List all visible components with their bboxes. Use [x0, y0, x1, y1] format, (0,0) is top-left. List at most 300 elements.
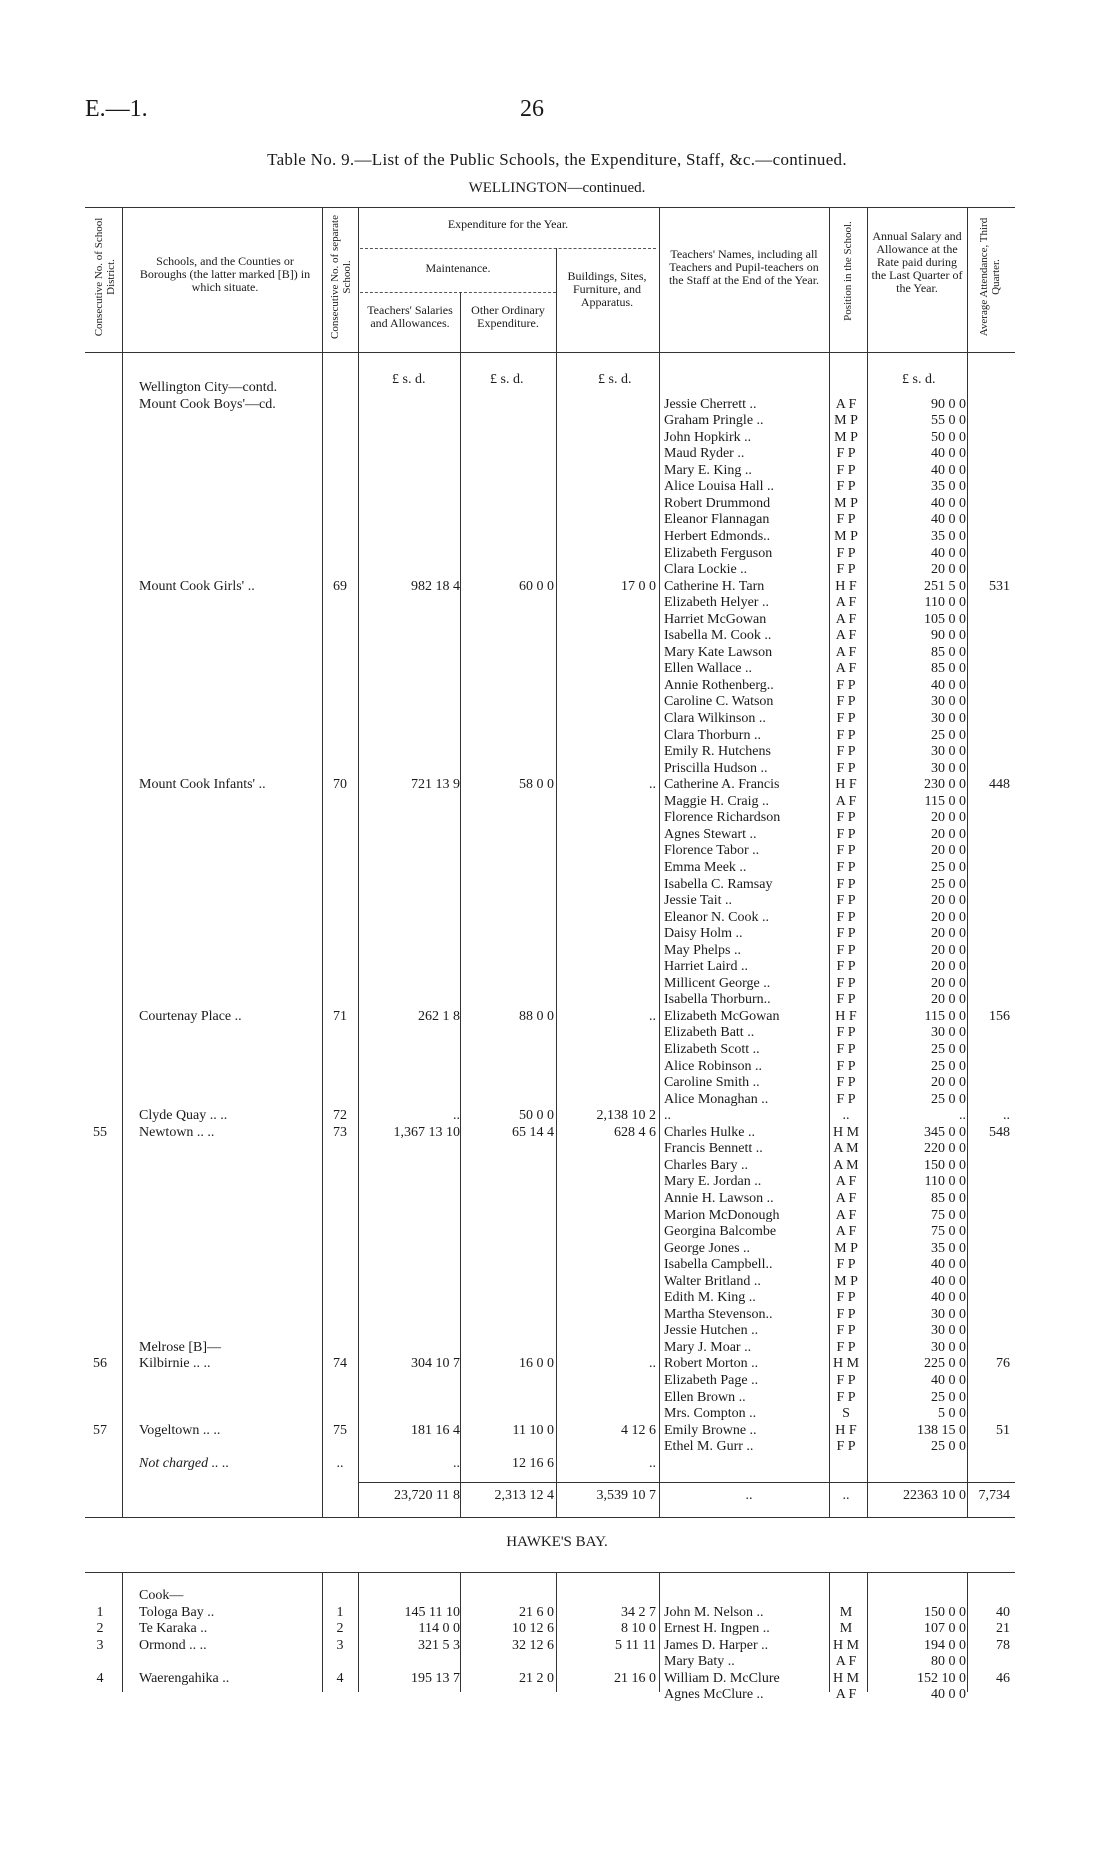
total-buildings: 3,539 10 7 — [596, 1488, 656, 1503]
position-code: F P — [836, 843, 856, 859]
position-code: H M — [832, 1670, 860, 1686]
position-code: F P — [836, 545, 856, 561]
attendance: 78 — [996, 1637, 1010, 1653]
annual-salary: 25 0 0 — [931, 876, 966, 892]
position-code: A F — [835, 1207, 857, 1223]
annual-salary: 20 0 0 — [931, 810, 966, 826]
teacher-name: Eleanor Flannagan — [664, 512, 770, 528]
district-no: 56 — [93, 1356, 107, 1372]
position-code: A F — [835, 1687, 857, 1702]
annual-salary: 30 0 0 — [931, 744, 966, 760]
table-row — [0, 1108, 1114, 1125]
teacher-name: John M. Nelson .. — [664, 1604, 764, 1620]
table-row — [0, 1638, 1114, 1655]
table-row — [0, 496, 1114, 513]
totals-row — [0, 1488, 1114, 1505]
table-row — [0, 728, 1114, 745]
teacher-name: Mary E. King .. — [664, 462, 752, 478]
table-row — [0, 1191, 1114, 1208]
position-code: F P — [836, 1389, 856, 1405]
annual-salary: 40 0 0 — [931, 1687, 966, 1702]
teacher-name: Elizabeth Page .. — [664, 1373, 759, 1388]
annual-salary: 40 0 0 — [931, 446, 966, 462]
table-row — [0, 1075, 1114, 1092]
buildings-amount: 8 10 0 — [621, 1621, 656, 1636]
teacher-name: Emily Browne .. — [664, 1422, 757, 1438]
annual-salary: 80 0 0 — [931, 1654, 966, 1669]
table-row — [0, 1224, 1114, 1241]
position-code: A F — [835, 628, 857, 644]
attendance: 76 — [996, 1356, 1010, 1372]
teacher-name: Ellen Wallace .. — [664, 661, 753, 677]
school-no: 71 — [333, 1008, 347, 1024]
header-bottom-rule — [85, 352, 1015, 353]
annual-salary: 107 0 0 — [924, 1621, 966, 1636]
table-row — [0, 877, 1114, 894]
attendance: 156 — [989, 1008, 1010, 1024]
buildings-amount: .. — [649, 1356, 656, 1372]
position-code: M P — [834, 1240, 858, 1256]
position-code: F P — [836, 1339, 856, 1355]
school-no: 2 — [336, 1621, 344, 1636]
position-code: H F — [835, 578, 857, 594]
annual-salary: .. — [959, 1108, 966, 1124]
position-code: A F — [835, 644, 857, 660]
position-code: M P — [834, 413, 858, 429]
teacher-name: James D. Harper .. — [664, 1637, 769, 1653]
teacher-name: Harriet McGowan — [664, 611, 767, 627]
buildings-amount: 4 12 6 — [621, 1422, 656, 1438]
district-no: 55 — [93, 1124, 107, 1140]
header-maintenance: Maintenance. — [425, 261, 491, 275]
maintenance-rule — [360, 292, 556, 293]
annual-salary: 30 0 0 — [931, 1306, 966, 1322]
teacher-name: Agnes Stewart .. — [664, 826, 757, 842]
salaries-amount: 114 0 0 — [418, 1621, 460, 1636]
teacher-name: .. — [664, 1108, 671, 1124]
annual-salary: 20 0 0 — [931, 562, 966, 578]
expenditure-rule — [360, 248, 656, 249]
table-row — [0, 612, 1114, 629]
annual-salary: 25 0 0 — [931, 1439, 966, 1455]
annual-salary: 40 0 0 — [931, 677, 966, 693]
teacher-name: Isabella C. Ramsay — [664, 876, 773, 892]
position-code: F P — [836, 1058, 856, 1074]
district-no: 3 — [96, 1637, 104, 1653]
buildings-amount: 21 16 0 — [614, 1670, 656, 1686]
teacher-name: Harriet Laird .. — [664, 959, 748, 975]
annual-salary: 30 0 0 — [931, 694, 966, 710]
table-row — [0, 711, 1114, 728]
annual-salary: 85 0 0 — [931, 644, 966, 660]
position-code: F P — [836, 462, 856, 478]
school-name: Wellington City—contd. — [139, 380, 278, 395]
buildings-amount: .. — [649, 1008, 656, 1024]
school-name: Melrose [B]— — [139, 1339, 222, 1355]
school-name: Tologa Bay .. — [139, 1604, 215, 1620]
table-row — [0, 1290, 1114, 1307]
position-code: H M — [832, 1356, 860, 1372]
annual-salary: 20 0 0 — [931, 843, 966, 859]
table-row — [0, 1340, 1114, 1357]
annual-salary: 40 0 0 — [931, 512, 966, 528]
position-code: F P — [836, 1257, 856, 1273]
position-code: F P — [836, 760, 856, 776]
teacher-name: Agnes McClure .. — [664, 1687, 764, 1702]
position-code: F P — [836, 992, 856, 1008]
position-code: F P — [836, 727, 856, 743]
teacher-name: Georgina Balcombe — [664, 1224, 777, 1240]
buildings-amount: .. — [649, 1455, 656, 1471]
table-row — [0, 1009, 1114, 1026]
salaries-amount: 1,367 13 10 — [393, 1124, 460, 1140]
teacher-name: Elizabeth Batt .. — [664, 1025, 755, 1041]
position-code: M — [839, 1621, 853, 1636]
total-attendance: 7,734 — [978, 1488, 1010, 1503]
position-code: F P — [836, 859, 856, 875]
position-code: H F — [835, 1422, 857, 1438]
teacher-name: Eleanor N. Cook .. — [664, 909, 769, 925]
position-code: F P — [836, 744, 856, 760]
position-code: A F — [835, 611, 857, 627]
annual-salary: 30 0 0 — [931, 1025, 966, 1041]
position-code: F P — [836, 1323, 856, 1339]
table-row — [0, 529, 1114, 546]
table-row — [0, 595, 1114, 612]
annual-salary: 40 0 0 — [931, 1257, 966, 1273]
table-row — [0, 1406, 1114, 1423]
teacher-name: Isabella Thorburn.. — [664, 992, 771, 1008]
annual-salary: 30 0 0 — [931, 1339, 966, 1355]
annual-salary: 115 0 0 — [924, 793, 966, 809]
position-code: M P — [834, 429, 858, 445]
position-code: F P — [836, 1290, 856, 1306]
units-buildings: £ s. d. — [598, 372, 632, 387]
position-code: A F — [835, 793, 857, 809]
teacher-name: Maud Ryder .. — [664, 446, 745, 462]
teacher-name: Graham Pringle .. — [664, 413, 764, 429]
school-no: 75 — [333, 1422, 347, 1438]
position-code: F P — [836, 975, 856, 991]
annual-salary: 90 0 0 — [931, 628, 966, 644]
annual-salary: 225 0 0 — [924, 1356, 966, 1372]
header-other: Other Ordinary Expenditure. — [471, 303, 545, 330]
school-name: Courtenay Place .. — [139, 1008, 242, 1024]
table-row — [0, 1687, 1114, 1704]
school-no: 70 — [333, 777, 347, 793]
annual-salary: 55 0 0 — [931, 413, 966, 429]
teacher-name: Clara Wilkinson .. — [664, 711, 766, 726]
school-no: 69 — [333, 578, 347, 594]
annual-salary: 40 0 0 — [931, 1273, 966, 1289]
position-code: F P — [836, 562, 856, 578]
table-row — [0, 1158, 1114, 1175]
annual-salary: 20 0 0 — [931, 826, 966, 842]
annual-salary: 50 0 0 — [931, 429, 966, 445]
table-row — [0, 1241, 1114, 1258]
total-teachers: .. — [745, 1488, 753, 1503]
school-no: 72 — [333, 1108, 347, 1124]
buildings-amount: 5 11 11 — [615, 1637, 656, 1653]
position-code: A M — [833, 1157, 859, 1173]
attendance: .. — [1003, 1108, 1010, 1124]
attendance: 51 — [996, 1422, 1010, 1438]
position-code: F P — [836, 1075, 856, 1091]
annual-salary: 85 0 0 — [931, 661, 966, 677]
attendance: 40 — [996, 1604, 1010, 1620]
salaries-amount: .. — [453, 1455, 460, 1471]
position-code: F P — [836, 909, 856, 925]
units-salary: £ s. d. — [902, 372, 936, 387]
teacher-name: Elizabeth McGowan — [664, 1008, 780, 1024]
header-schools: Schools, and the Counties or Boroughs (the latter marked [B]) in which situate. — [139, 254, 311, 294]
table-row — [0, 1423, 1114, 1440]
annual-salary: 20 0 0 — [931, 909, 966, 925]
table-row — [0, 1174, 1114, 1191]
teacher-name: Clara Lockie .. — [664, 562, 748, 578]
teacher-name: Charles Hulke .. — [664, 1124, 755, 1140]
position-code: F P — [836, 512, 856, 528]
district-no: 1 — [96, 1604, 104, 1620]
table-row — [0, 413, 1114, 430]
position-code: H M — [832, 1637, 860, 1653]
table-row — [0, 678, 1114, 695]
annual-salary: 40 0 0 — [931, 545, 966, 561]
position-code: H F — [835, 1008, 857, 1024]
total-other: 2,313 12 4 — [494, 1488, 554, 1503]
header-position: Position in the School. — [842, 221, 854, 321]
annual-salary: 20 0 0 — [931, 959, 966, 975]
position-code: A F — [835, 1174, 857, 1190]
salaries-amount: 195 13 7 — [411, 1670, 460, 1686]
teacher-name: Alice Robinson .. — [664, 1058, 762, 1074]
position-code: A F — [835, 595, 857, 611]
annual-salary: 230 0 0 — [924, 777, 966, 793]
buildings-amount: 2,138 10 2 — [596, 1108, 656, 1124]
table-row — [0, 893, 1114, 910]
teacher-name: Martha Stevenson.. — [664, 1306, 773, 1322]
annual-salary: 345 0 0 — [924, 1124, 966, 1140]
table-row — [0, 910, 1114, 927]
teacher-name: William D. McClure — [664, 1670, 780, 1686]
teacher-name: Emma Meek .. — [664, 859, 747, 875]
annual-salary: 25 0 0 — [931, 1058, 966, 1074]
header-teachers: Teachers' Names, including all Teachers and Pupil-teachers on the Staff at the End of the Year. — [668, 247, 820, 287]
table-end-rule — [85, 1517, 1015, 1518]
buildings-amount: 628 4 6 — [614, 1124, 656, 1140]
header-district: Consecutive No. of School District. — [93, 217, 117, 337]
teacher-name: Elizabeth Helyer .. — [664, 595, 769, 611]
school-no: 3 — [336, 1637, 344, 1653]
school-name: Clyde Quay .. .. — [139, 1108, 228, 1124]
position-code: A F — [835, 396, 857, 412]
annual-salary: 20 0 0 — [931, 942, 966, 958]
position-code: M P — [834, 1273, 858, 1289]
annual-salary: 25 0 0 — [931, 727, 966, 743]
teacher-name: Emily R. Hutchens — [664, 744, 771, 760]
position-code: F P — [836, 1439, 856, 1455]
annual-salary: 35 0 0 — [931, 528, 966, 544]
teacher-name: Jessie Cherrett .. — [664, 396, 757, 412]
teacher-name: Florence Tabor .. — [664, 843, 760, 859]
table-row — [0, 1356, 1114, 1373]
teacher-name: Caroline C. Watson — [664, 694, 774, 710]
section-title: HAWKE'S BAY. — [506, 1534, 608, 1550]
teacher-name: Mrs. Compton .. — [664, 1406, 757, 1422]
table-row — [0, 1671, 1114, 1688]
annual-salary: 251 5 0 — [924, 578, 966, 594]
position-code: F P — [836, 893, 856, 909]
table-row — [0, 777, 1114, 794]
teacher-name: Robert Drummond — [664, 495, 771, 511]
teacher-name: Isabella M. Cook .. — [664, 628, 772, 644]
school-no: 4 — [336, 1670, 344, 1686]
attendance: 46 — [996, 1670, 1010, 1686]
table-row — [0, 810, 1114, 827]
annual-salary: 25 0 0 — [931, 859, 966, 875]
table-row — [0, 1208, 1114, 1225]
school-no: 74 — [333, 1356, 347, 1372]
annual-salary: 150 0 0 — [924, 1604, 966, 1620]
position-code: A F — [835, 1224, 857, 1240]
table-row — [0, 1456, 1114, 1473]
teacher-name: Daisy Holm .. — [664, 926, 743, 942]
header-buildings: Buildings, Sites, Furniture, and Apparatus. — [567, 269, 647, 309]
table-row — [0, 1059, 1114, 1076]
teacher-name: Francis Bennett .. — [664, 1141, 763, 1157]
position-code: S — [842, 1406, 850, 1422]
annual-salary: 75 0 0 — [931, 1224, 966, 1240]
annual-salary: 20 0 0 — [931, 992, 966, 1008]
school-name: Vogeltown .. .. — [139, 1422, 221, 1438]
teacher-name: Walter Britland .. — [664, 1273, 761, 1289]
teacher-name: May Phelps .. — [664, 942, 741, 958]
annual-salary: 110 0 0 — [924, 595, 966, 611]
annual-salary: 85 0 0 — [931, 1190, 966, 1206]
salaries-amount: 262 1 8 — [418, 1008, 460, 1024]
other-expenditure: 10 12 6 — [512, 1621, 554, 1636]
school-name: Not charged .. .. — [139, 1455, 230, 1471]
position-code: M P — [834, 528, 858, 544]
table-row — [0, 744, 1114, 761]
annual-salary: 20 0 0 — [931, 975, 966, 991]
teacher-name: Mary Kate Lawson — [664, 644, 773, 660]
annual-salary: 20 0 0 — [931, 1075, 966, 1091]
table-row — [0, 1042, 1114, 1059]
annual-salary: 20 0 0 — [931, 926, 966, 942]
teacher-name: Ellen Brown .. — [664, 1389, 746, 1405]
table-row — [0, 645, 1114, 662]
annual-salary: 40 0 0 — [931, 495, 966, 511]
salaries-amount: 181 16 4 — [411, 1422, 460, 1438]
position-code: F P — [836, 479, 856, 495]
school-no: 73 — [333, 1124, 347, 1140]
header-expenditure: Expenditure for the Year. — [447, 217, 569, 231]
total-position: .. — [842, 1488, 850, 1503]
annual-salary: 90 0 0 — [931, 396, 966, 412]
table-row — [0, 976, 1114, 993]
salaries-amount: 321 5 3 — [418, 1637, 460, 1653]
teacher-name: Ernest H. Ingpen .. — [664, 1621, 770, 1636]
table-row — [0, 579, 1114, 596]
other-expenditure: 16 0 0 — [519, 1356, 554, 1372]
teacher-name: Caroline Smith .. — [664, 1075, 760, 1091]
teacher-name: Annie H. Lawson .. — [664, 1190, 774, 1206]
teacher-name: Elizabeth Ferguson — [664, 545, 773, 561]
teacher-name: Ethel M. Gurr .. — [664, 1439, 754, 1455]
teacher-name: Clara Thorburn .. — [664, 727, 761, 743]
annual-salary: 75 0 0 — [931, 1207, 966, 1223]
teacher-name: Elizabeth Scott .. — [664, 1042, 760, 1057]
position-code: M — [839, 1604, 853, 1620]
table-row — [0, 943, 1114, 960]
table-row — [0, 1605, 1114, 1622]
table-row — [0, 430, 1114, 447]
table-row — [0, 1390, 1114, 1407]
position-code: F P — [836, 1091, 856, 1107]
table-row — [0, 446, 1114, 463]
district-no: 57 — [93, 1422, 107, 1438]
table-row — [0, 1257, 1114, 1274]
teacher-name: George Jones .. — [664, 1240, 751, 1256]
teacher-name: Florence Richardson — [664, 810, 781, 826]
school-no: .. — [336, 1455, 344, 1471]
attendance: 21 — [996, 1621, 1010, 1636]
position-code: .. — [842, 1108, 850, 1124]
annual-salary: 30 0 0 — [931, 1323, 966, 1339]
table-row — [0, 1125, 1114, 1142]
teacher-name: Alice Monaghan .. — [664, 1091, 769, 1107]
annual-salary: 110 0 0 — [924, 1174, 966, 1190]
district-no: 2 — [96, 1621, 104, 1636]
buildings-amount: .. — [649, 777, 656, 793]
table-row — [0, 1092, 1114, 1109]
other-expenditure: 21 6 0 — [519, 1604, 554, 1620]
annual-salary: 40 0 0 — [931, 462, 966, 478]
school-name: Cook— — [139, 1588, 184, 1603]
teacher-name: Mary J. Moar .. — [664, 1339, 752, 1355]
annual-salary: 25 0 0 — [931, 1042, 966, 1057]
table-row — [0, 463, 1114, 480]
position-code: F P — [836, 1042, 856, 1057]
teacher-name: Catherine A. Francis — [664, 777, 780, 793]
annual-salary: 25 0 0 — [931, 1091, 966, 1107]
teacher-name: Priscilla Hudson .. — [664, 760, 768, 776]
position-code: F P — [836, 810, 856, 826]
header-attendance: Average Attendance, Third Quarter. — [978, 217, 1002, 337]
annual-salary: 115 0 0 — [924, 1008, 966, 1024]
table-row — [0, 1588, 1114, 1605]
other-expenditure: 21 2 0 — [519, 1670, 554, 1686]
table-row — [0, 761, 1114, 778]
other-expenditure: 32 12 6 — [512, 1637, 554, 1653]
teacher-name: Robert Morton .. — [664, 1356, 759, 1372]
teacher-name: Catherine H. Tarn — [664, 578, 765, 594]
table-row — [0, 1439, 1114, 1456]
school-name: Kilbirnie .. .. — [139, 1356, 211, 1372]
other-expenditure: 12 16 6 — [512, 1455, 554, 1471]
school-no: 1 — [336, 1604, 344, 1620]
total-salary: 22363 10 0 — [903, 1488, 966, 1503]
table-row — [0, 827, 1114, 844]
totals-rule — [358, 1482, 1015, 1483]
table-row — [0, 380, 1114, 397]
table-row — [0, 1025, 1114, 1042]
table-row — [0, 661, 1114, 678]
salaries-amount: 721 13 9 — [411, 777, 460, 793]
table-row — [0, 479, 1114, 496]
annual-salary: 40 0 0 — [931, 1290, 966, 1306]
